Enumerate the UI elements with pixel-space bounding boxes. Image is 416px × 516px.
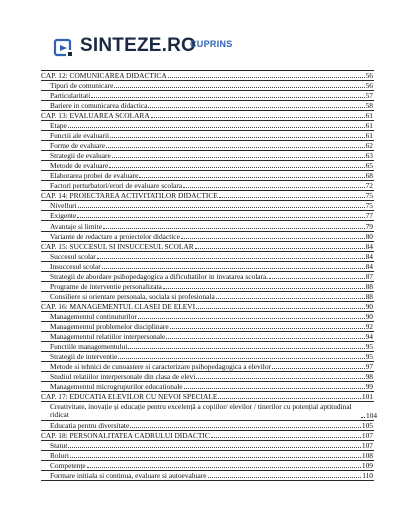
toc-chapter-row [41,191,374,201]
brand-name: SINTEZE.RO [80,35,197,56]
toc-leader-dots [97,258,365,259]
toc-leader-dots [91,97,364,98]
toc-page-number: 62 [365,141,373,151]
toc-leader-dots [130,427,361,428]
toc-leader-dots [148,107,364,108]
toc-entry-row [41,282,374,292]
toc-page-number: 84 [365,251,373,261]
toc-leader-dots [196,308,365,309]
toc-entry-row [41,161,374,171]
toc-page-number: 75 [365,201,373,211]
toc-entry-title: Educatia pentru diversitate [50,421,130,431]
toc-entry-row [41,101,374,111]
toc-chapter-title: CAP. 17: EDUCATIA ELEVILOR CU NEVOI SPECIALE [41,392,218,402]
toc-entry-title: Managementul relatiilor interpersonale [50,331,166,341]
toc-leader-dots [70,457,361,458]
toc-page-number: 108 [361,451,373,461]
toc-page-number: 68 [365,171,373,181]
toc-leader-dots [139,177,364,178]
toc-entry-title: Creativitate, inovație și educație pentru excelență a copiilor/ elevilor / tinerilor cu potențial aptitudinal ridicat [50,401,352,420]
toc-page-number: 109 [361,461,373,471]
toc-entry-title: Competențe [50,461,86,471]
toc-page-number: 72 [365,181,373,191]
toc-entry-title: Strategii de abordare psihopedagogica a dificultatilor in invatarea scolara. [50,271,269,281]
toc-page-number: 107 [361,441,373,451]
toc-page-number: 84 [365,241,373,251]
toc-entry-row [41,332,374,342]
toc-leader-dots [110,137,365,138]
toc-entry-row [41,471,374,481]
toc-entry-title: Particularitati [50,91,91,101]
toc-entry-title: Functii ale evaluarii [50,131,110,141]
toc-leader-dots [168,77,365,78]
toc-entry-title: Managementul continuturilor [50,311,137,321]
toc-page-number: 92 [365,321,373,331]
toc-page-number: 58 [365,101,373,111]
toc-page-number: 94 [365,331,373,341]
toc-page-number: 90 [365,301,373,311]
toc-entry-row [41,201,374,211]
toc-entry-title: Consiliere si orientare personala, sociala si profesionala [50,291,215,301]
toc-entry-title: Variante de redactare a proiectelor didactice [50,231,180,241]
toc-leader-dots [218,398,361,399]
toc-page-number: 75 [365,191,373,201]
table-of-contents [41,70,378,481]
toc-entry-row [41,441,374,451]
toc-page-number: 56 [365,81,373,91]
toc-page-number: 80 [365,231,373,241]
toc-page-number: 107 [361,431,373,441]
toc-chapter-row [41,302,374,312]
toc-entry-title: Etape [50,121,67,131]
toc-page-number: 77 [365,211,373,221]
toc-entry-row [41,232,374,242]
toc-chapter-title: CAP. 13: EVALUAREA SCOLARA [41,111,150,121]
toc-page-number: 61 [365,121,373,131]
toc-leader-dots [78,207,365,208]
toc-page-number: 65 [365,161,373,171]
toc-entry-title: Managementul microgrupurilor educationale [50,382,183,391]
toc-chapter-title: CAP. 18: PERSONALITATEA CADRULUI DIDACTIC [41,431,210,441]
toc-chapter-row [41,431,374,441]
toc-entry-title: Functiile managementului [50,341,128,351]
toc-entry-title: Bariere in comunicarea didactica [50,101,148,111]
toc-entry-title: Succesul scolar [50,251,96,261]
toc-entry-title: Metode si tehnici de cunoastere si caracterizare psihopedagogica a elevilor [50,361,272,371]
toc-page-number: 61 [365,111,373,121]
toc-page-number: 61 [365,131,373,141]
toc-leader-dots [195,248,365,249]
toc-leader-dots [118,358,364,359]
toc-page-number: 84 [365,261,373,271]
toc-leader-dots [106,147,365,148]
toc-entry-row [41,81,374,91]
toc-leader-dots [109,167,364,168]
toc-entry-title: Managementul problemelor disciplinare [50,321,169,331]
toc-leader-dots [196,378,364,379]
toc-leader-dots [272,368,365,369]
toc-leader-dots [138,318,365,319]
toc-entry-row [41,352,374,362]
toc-leader-dots [112,157,365,158]
toc-entry-row [41,372,374,382]
toc-entry-title: Exigente [50,211,77,221]
toc-entry-row [41,421,374,431]
toc-chapter-row [41,71,374,81]
toc-leader-dots [208,477,362,478]
toc-chapter-title: CAP. 15: SUCCESUL SI INSUCCESUL SCOLAR [41,241,194,251]
toc-chapter-row [41,111,374,121]
toc-entry-row [41,181,374,191]
toc-entry-row [41,312,374,322]
toc-page-number: 95 [365,341,373,351]
toc-leader-dots [103,228,365,229]
toc-entry-title: Metode de evaluare [50,161,109,171]
toc-entry-row [41,451,374,461]
toc-entry-title: Tipuri de comunicare [50,81,114,91]
toc-leader-dots [211,437,361,438]
toc-entry-row [41,91,374,101]
toc-entry-row [41,382,374,392]
toc-leader-dots [87,467,361,468]
toc-leader-dots [151,117,365,118]
toc-page-number: 79 [365,221,373,231]
toc-entry-row [41,362,374,372]
toc-leader-dots [128,348,364,349]
toc-leader-dots [68,127,365,128]
toc-entry-title: Insuccesul scolar [50,261,101,271]
toc-entry-title: Statut [50,441,68,451]
toc-entry-row [41,262,374,272]
toc-page-number: 110 [362,471,373,481]
toc-leader-dots [114,87,364,88]
toc-leader-dots [219,197,365,198]
toc-page-number: 88 [365,291,373,301]
toc-page-number: 101 [361,392,373,402]
toc-page-number: 56 [365,71,373,81]
toc-entry-title: Nivelluri [50,201,77,211]
toc-entry-row [41,171,374,181]
toc-leader-dots [183,187,364,188]
toc-entry-title: Roluri [50,451,69,461]
toc-leader-dots [163,288,365,289]
toc-leader-dots [166,338,364,339]
toc-page-number: 87 [365,271,373,281]
toc-entry-title: Strategii de evaluare [50,151,111,161]
toc-entry-title: Elaborarea probei de evaluare [50,171,139,181]
logo-mark-icon [54,38,74,58]
toc-leader-dots [102,268,365,269]
toc-entry-title: Strategii de interventie [50,351,118,361]
toc-entry-row [41,322,374,332]
toc-entry-row [41,342,374,352]
page-title: CUPRINS [190,39,233,49]
toc-entry-row [41,131,374,141]
toc-entry-row [41,461,374,471]
toc-leader-dots [77,217,364,218]
toc-entry-row [41,272,374,282]
toc-leader-dots [361,417,365,418]
toc-leader-dots [181,238,365,239]
toc-entry-row [41,211,374,221]
toc-entry-title: Studiul relatiilor interpersonale din clasa de elevi [50,371,196,381]
toc-page-number: 105 [361,421,373,431]
toc-entry-wrap [50,402,378,420]
toc-entry-row [41,401,378,421]
toc-entry-title: Factori perturbatori/erori de evaluare scolara [50,181,183,191]
toc-entry-row [41,221,374,231]
toc-entry-row [41,252,374,262]
page-header [45,33,385,63]
toc-chapter-title: CAP. 16: MANAGEMENTUL CLASEI DE ELEVI [41,301,196,311]
toc-leader-dots [170,328,365,329]
toc-leader-dots [184,388,365,389]
toc-entry-title: Forme de evaluare [50,141,105,151]
toc-page-number: 95 [365,351,373,361]
toc-entry-title: Avantaje si limite [50,221,102,231]
toc-leader-dots [269,278,364,279]
toc-page-number: 98 [365,371,373,381]
toc-page-number: 99 [365,382,373,391]
toc-leader-dots [68,447,361,448]
toc-page-number: 88 [365,281,373,291]
toc-page-number: 57 [365,91,373,101]
toc-page-number: 104 [366,411,378,421]
toc-entry-row [41,141,374,151]
toc-chapter-row [41,242,374,252]
toc-entry-title: Programe de interventie personalizata [50,281,162,291]
toc-leader-dots [216,298,365,299]
toc-page-number: 63 [365,151,373,161]
toc-chapter-title: CAP. 12: COMUNICAREA DIDACTICA [41,71,167,81]
toc-entry-row [41,121,374,131]
toc-page-number: 97 [365,361,373,371]
toc-entry-title: Formare initiala si continua, evaluare si autoevaluare [50,471,207,481]
toc-page-number: 90 [365,311,373,321]
toc-entry-row [41,151,374,161]
toc-entry-row [41,292,374,302]
toc-chapter-row [41,392,374,402]
toc-chapter-title: CAP. 14: PROIECTAREA ACTIVITATILOR DIDACTICE [41,191,218,201]
